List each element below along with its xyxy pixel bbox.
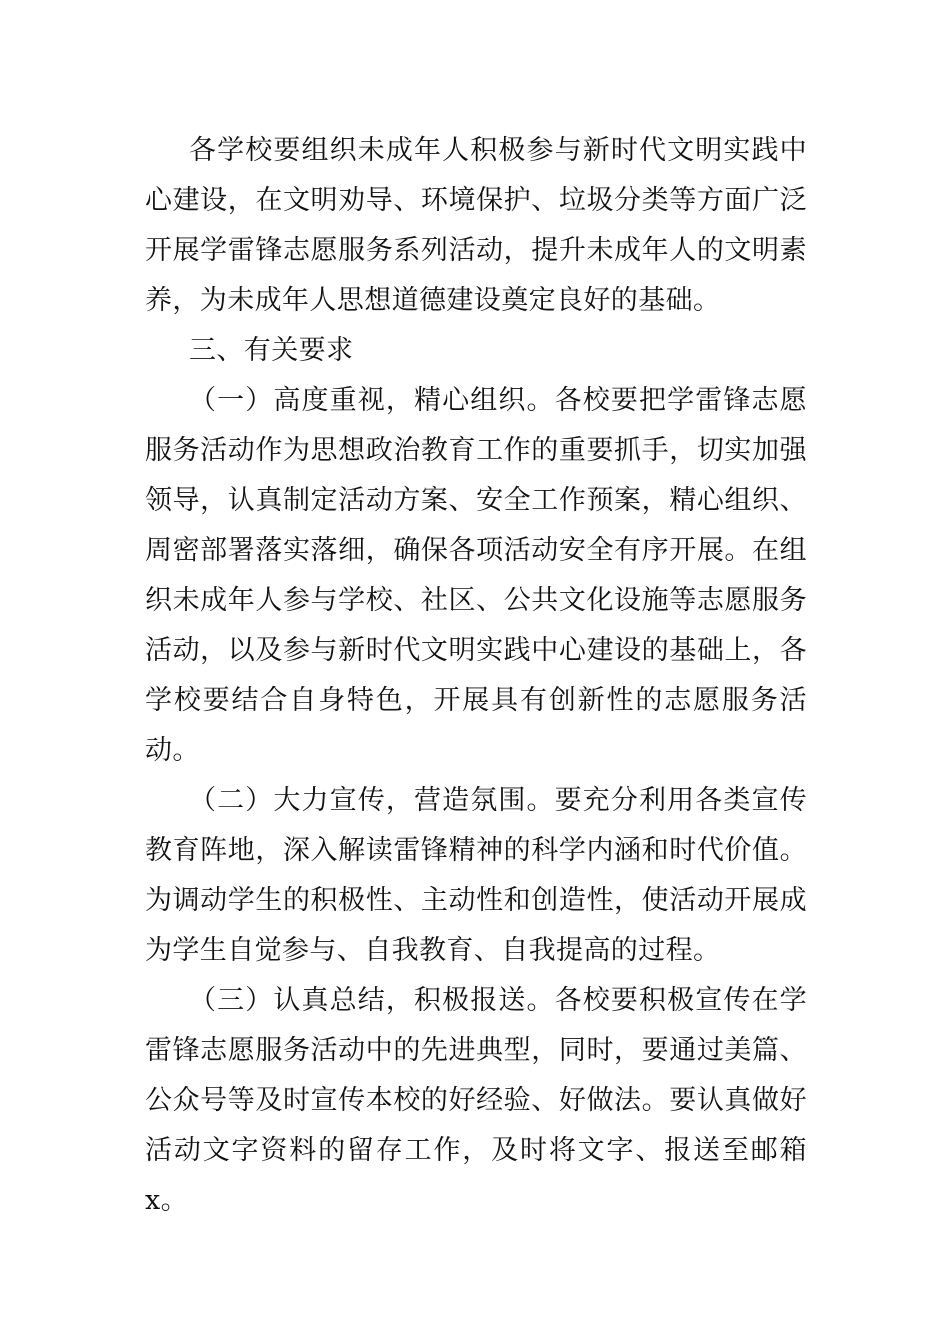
paragraph-intro: 各学校要组织未成年人积极参与新时代文明实践中心建设，在文明劝导、环境保护、垃圾分类等方面广泛开展学雷锋志愿服务系列活动，提升未成年人的文明素养，为未成年人思想道德建设奠定良好的基础。	[145, 135, 807, 316]
document-body	[145, 126, 807, 1226]
paragraph-requirement-3: （三）认真总结，积极报送。各校要积极宣传在学雷锋志愿服务活动中的先进典型，同时，要通过美篇、公众号等及时宣传本校的好经验、好做法。要认真做好活动文字资料的留存工作，及时将文字、报送至邮箱 x。	[145, 985, 807, 1216]
paragraph-requirement-2: （二）大力宣传，营造氛围。要充分利用各类宣传教育阵地，深入解读雷锋精神的科学内涵和时代价值。为调动学生的积极性、主动性和创造性，使活动开展成为学生自觉参与、自我教育、自我提高的过程。	[145, 785, 807, 966]
section-heading-requirements: 三、有关要求	[189, 335, 354, 366]
paragraph-requirement-1: （一）高度重视，精心组织。各校要把学雷锋志愿服务活动作为思想政治教育工作的重要抓手，切实加强领导，认真制定活动方案、安全工作预案，精心组织、周密部署落实落细，确保各项活动安全有序开展。在组织未成年人参与学校、社区、公共文化设施等志愿服务活动，以及参与新时代文明实践中心建设的基础上，各学校要结合自身特色，开展具有创新性的志愿服务活动。	[145, 385, 807, 766]
